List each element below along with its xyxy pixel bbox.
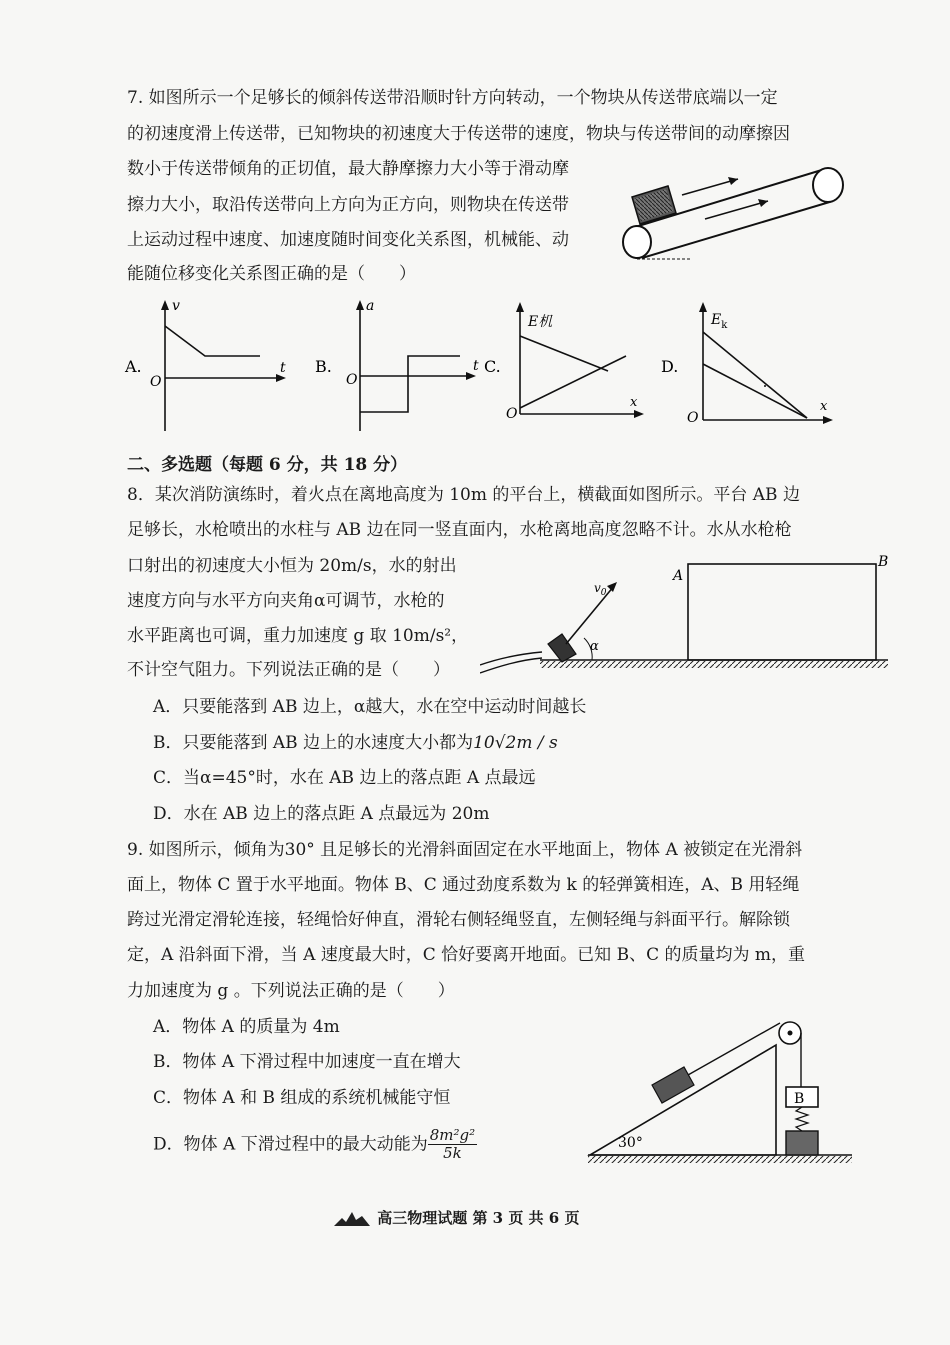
q9-option-b[interactable]: B．物体 A 下滑过程中加速度一直在增大	[153, 1052, 461, 1072]
graph-d-x: x	[820, 399, 828, 414]
alpha-label: α	[590, 639, 599, 654]
q7-graph-d	[655, 296, 845, 436]
q9-option-d-text: D．物体 A 下滑过程中的最大动能为	[153, 1134, 428, 1155]
graph-d-y: $E_k$	[711, 312, 728, 331]
q8-line-2: 足够长，水枪喷出的水柱与 AB 边在同一竖直面内，水枪离地高度忽略不计。水从水枪枪	[127, 520, 792, 540]
graph-b-origin: O	[346, 372, 358, 388]
q7-graph-b	[310, 296, 490, 436]
footer-text: 高三物理试题 第 3 页 共 6 页	[377, 1209, 580, 1227]
block	[632, 186, 676, 224]
q9-option-d[interactable]	[153, 1127, 477, 1163]
q8-figure	[480, 550, 890, 680]
q8-option-b[interactable]	[153, 735, 558, 752]
graph-c-x: x	[630, 395, 638, 410]
q7-line-2: 的初速度滑上传送带，已知物块的初速度大于传送带的速度，物块与传送带间的动摩擦因	[127, 124, 790, 144]
q8-option-b-value: 10√2m / s	[473, 733, 558, 753]
block-b-label: B	[794, 1091, 805, 1107]
q8-line-4: 速度方向与水平方向夹角α可调节，水枪的	[127, 591, 445, 611]
graph-a-curve	[165, 326, 260, 356]
q8-line-1: 8．某次消防演练时，着火点在离地高度为 10m 的平台上，横截面如图所示。平台 AB 边	[127, 485, 800, 505]
q7-line-3: 数小于传送带倾角的正切值，最大静摩擦力大小等于滑动摩	[127, 159, 569, 179]
q8-option-c[interactable]: C．当α=45°时，水在 AB 边上的落点距 A 点最远	[153, 768, 536, 788]
graph-d-label: D.	[661, 357, 679, 376]
graph-b-x: t	[473, 358, 479, 374]
q9-line-1: 9. 如图所示，倾角为30° 且足够长的光滑斜面固定在水平地面上，物体 A 被锁定在光滑斜	[127, 840, 803, 860]
graph-d-origin: O	[687, 410, 699, 426]
graph-a-y: v	[172, 298, 180, 314]
block-c	[786, 1131, 818, 1155]
q9-figure	[580, 1015, 860, 1165]
q7-line-4: 擦力大小，取沿传送带向上方向为正方向，则物块在传送带	[127, 195, 569, 215]
graph-c-origin: O	[506, 406, 518, 422]
q7-line-6: 能随位移变化关系图正确的是（ ）	[127, 264, 416, 284]
spring	[796, 1107, 808, 1131]
page-footer	[332, 1207, 579, 1228]
graph-d-curve-lower	[703, 364, 807, 418]
q7-line-5: 上运动过程中速度、加速度随时间变化关系图，机械能、动	[127, 230, 569, 250]
q8-option-d[interactable]: D．水在 AB 边上的落点距 A 点最远为 20m	[153, 804, 490, 824]
graph-b-curve	[360, 356, 460, 412]
graph-c-y: E机	[528, 314, 553, 330]
q9-line-3: 跨过光滑定滑轮连接，轻绳恰好伸直，滑轮右侧轻绳竖直，左侧轻绳与斜面平行。解除锁	[127, 910, 790, 930]
q9-option-c[interactable]: C．物体 A 和 B 组成的系统机械能守恒	[153, 1088, 451, 1108]
point-b: B	[878, 554, 889, 570]
graph-a-x: t	[280, 360, 286, 376]
fraction-numerator: 8m²g²	[429, 1126, 476, 1144]
q7-line-1: 7. 如图所示一个足够长的倾斜传送带沿顺时针方向转动，一个物块从传送带底端以一定	[127, 88, 778, 108]
graph-b-y: a	[366, 298, 375, 314]
footer-logo-icon	[332, 1210, 372, 1228]
graph-c-curve-up	[520, 336, 608, 371]
q7-graph-c	[478, 296, 658, 436]
q9-line-2: 面上，物体 C 置于水平地面。物体 B、C 通过劲度系数为 k 的轻弹簧相连，A、B 用轻绳	[127, 875, 800, 895]
q9-option-d-fraction	[428, 1127, 477, 1163]
q8-line-5: 水平距离也可调，重力加速度 g 取 10m/s²，	[127, 626, 469, 646]
q9-line-4: 定，A 沿斜面下滑，当 A 速度最大时，C 恰好要离开地面。已知 B、C 的质量均为 m，重	[127, 945, 806, 965]
graph-a-label: A.	[125, 357, 142, 376]
platform	[688, 564, 876, 660]
graph-a-origin: O	[150, 374, 162, 390]
incline-angle: 30°	[618, 1135, 643, 1151]
section-heading: 二、多选题（每题 6 分，共 18 分）	[127, 455, 408, 475]
q9-line-5: 力加速度为 g 。下列说法正确的是（ ）	[127, 981, 455, 1001]
q8-line-3: 口射出的初速度大小恒为 20m/s，水的射出	[127, 556, 457, 576]
point-a: A	[673, 568, 684, 584]
graph-c-label: C.	[484, 357, 501, 376]
q9-option-a[interactable]: A．物体 A 的质量为 4m	[153, 1017, 340, 1037]
fraction-denominator: 5k	[443, 1144, 462, 1163]
q8-option-a[interactable]: A．只要能落到 AB 边上，α越大，水在空中运动时间越长	[153, 697, 587, 717]
graph-c-curve-down	[520, 356, 626, 408]
graph-b-label: B.	[315, 357, 332, 376]
graph-d-curve-upper	[703, 332, 807, 418]
q7-conveyor-figure	[620, 155, 860, 270]
q7-graph-a	[120, 296, 300, 436]
q8-option-b-text: B．只要能落到 AB 边上的水速度大小都为	[153, 733, 474, 753]
q8-line-6: 不计空气阻力。下列说法正确的是（ ）	[127, 660, 450, 680]
v0-label: $v_0$	[594, 581, 607, 598]
